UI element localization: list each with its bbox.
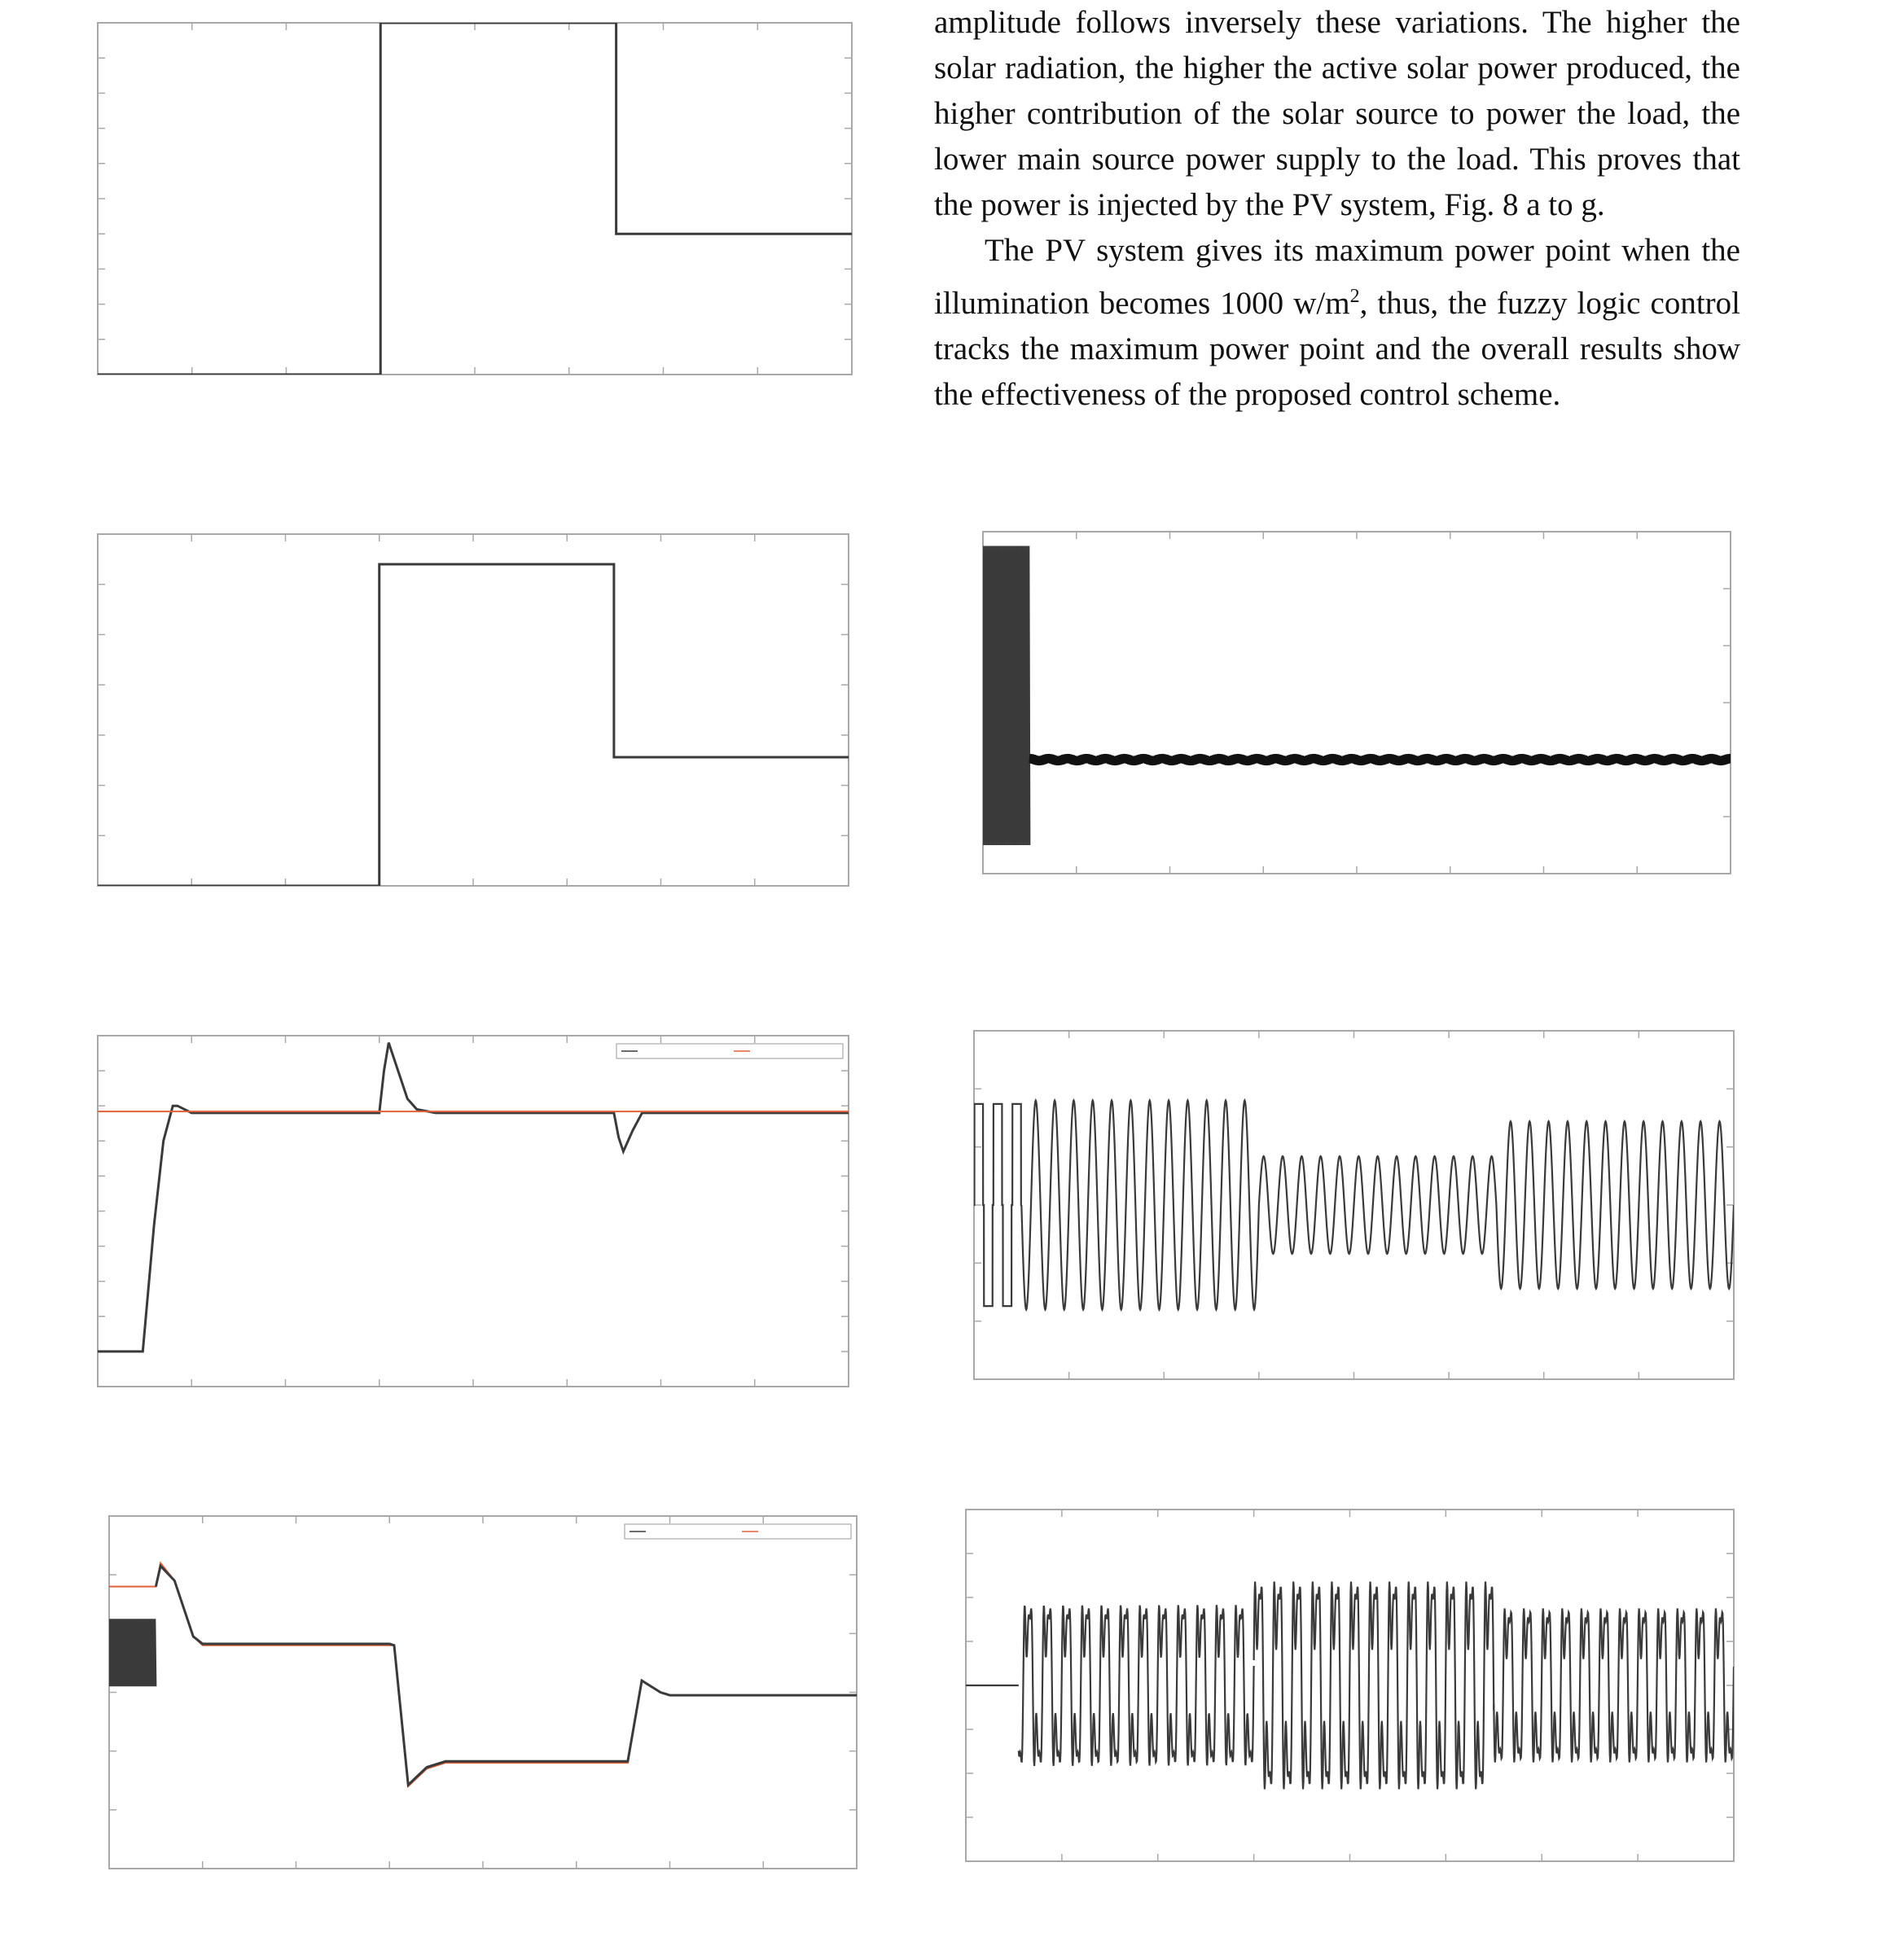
- plot-frame: [98, 1036, 849, 1387]
- plot-frame: [98, 23, 852, 375]
- series-oscillation: [109, 1619, 156, 1686]
- plot-frame: [109, 1516, 857, 1869]
- legend-box: [625, 1524, 851, 1539]
- legend: [625, 1524, 851, 1539]
- plot-frame: [983, 532, 1731, 874]
- plot-frame: [98, 534, 849, 886]
- legend: [616, 1044, 843, 1058]
- paragraph-1: amplitude follows inversely these variations. The higher the solar radiation, the higher the active solar power produced, the higher contribution of the solar source to power the load, the lower main source power supply to the load. This proves that the power is injected by the PV system, Fig. 8 a to g.: [934, 5, 1740, 222]
- legend-box: [616, 1044, 843, 1058]
- paragraph-2-part-2: , thus, the fuzzy logic control tracks the maximum power point and the overall results show the effectiveness of the proposed control scheme.: [934, 286, 1741, 412]
- chart-panel-b: [98, 534, 849, 886]
- chart-panel-g: [966, 1510, 1734, 1861]
- chart-panel-e: [983, 532, 1731, 874]
- chart-panel-d: [109, 1516, 857, 1869]
- chart-panel-a: [98, 23, 852, 375]
- chart-panel-f: [974, 1031, 1734, 1379]
- paragraph-2-superscript: 2: [1349, 286, 1360, 307]
- chart-panel-c: [98, 1036, 849, 1387]
- paragraph-2-part-1: The PV system gives its maximum power point when the illumination becomes 1000 w/m: [934, 233, 1740, 321]
- series-oscillation: [983, 546, 1029, 846]
